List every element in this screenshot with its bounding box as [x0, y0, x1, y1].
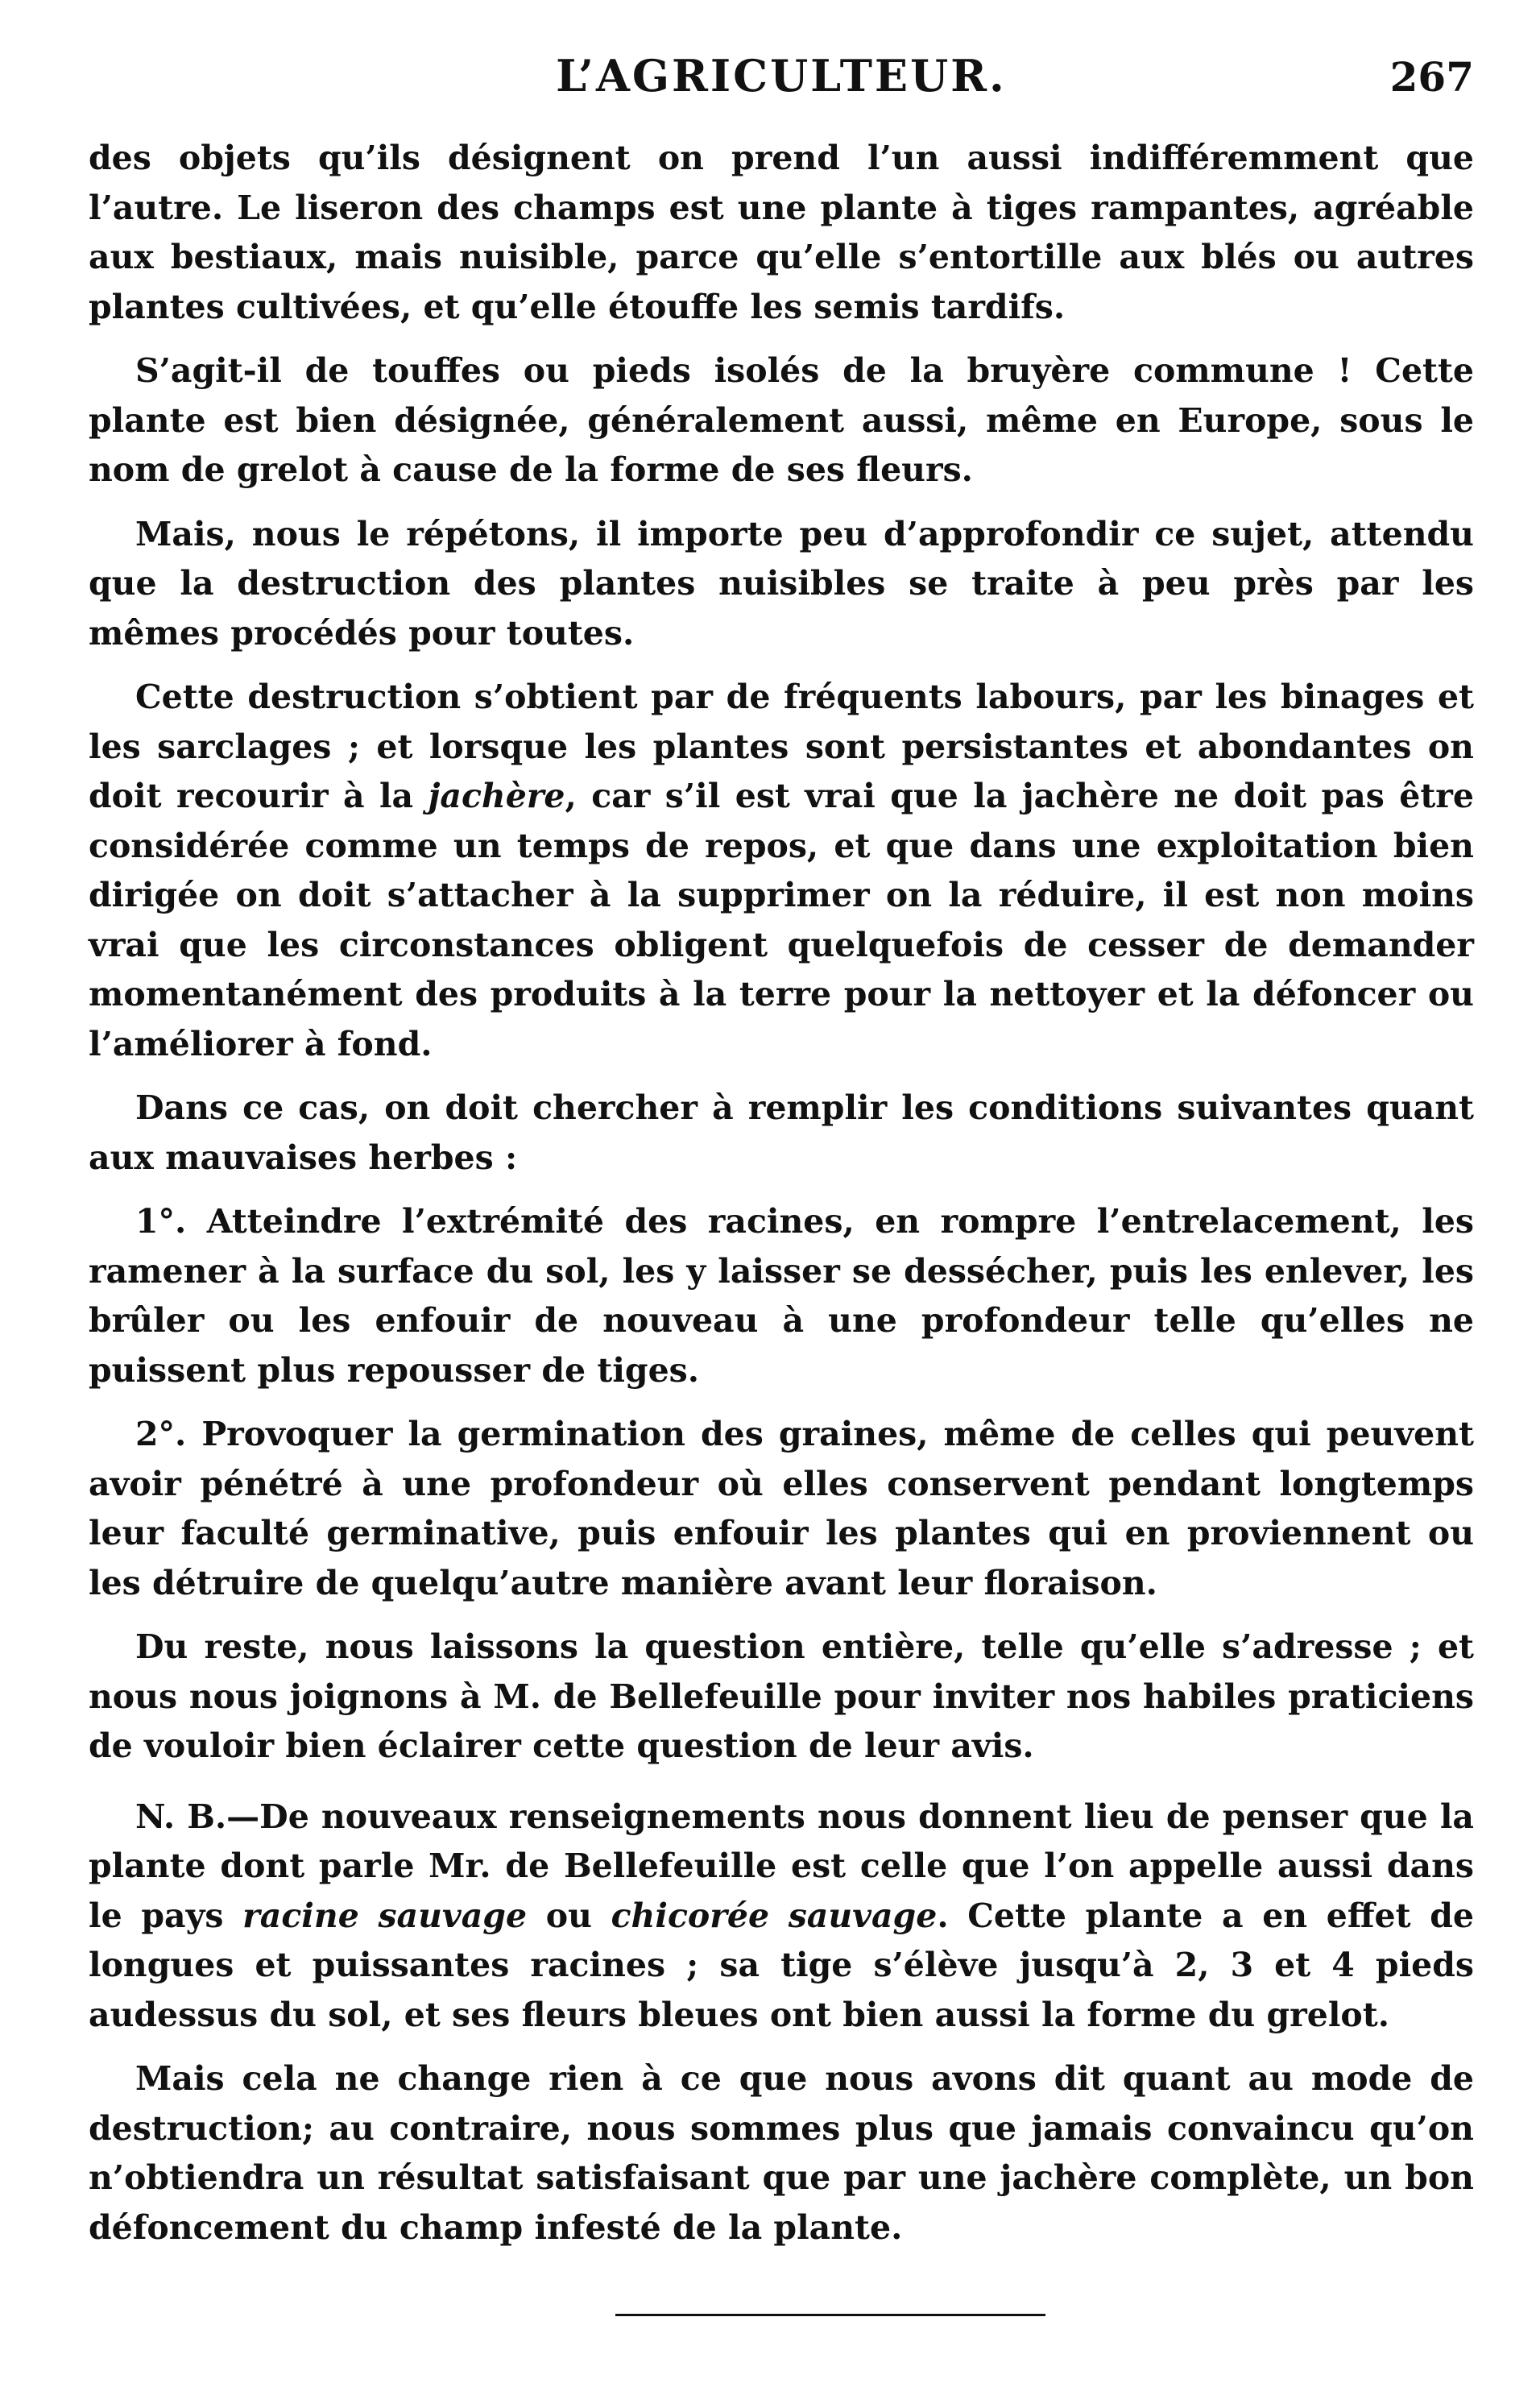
paragraph [89, 1197, 1474, 1395]
text-run: Dans ce cas, on doit chercher à remplir les conditions suivantes quant aux mauvaises herbes : [89, 1088, 1474, 1177]
running-title: L’AGRICULTEUR. [556, 50, 1007, 102]
paragraph [89, 1084, 1474, 1183]
paragraph [89, 510, 1474, 659]
text-run: des objets qu’ils désignent on prend l’un aussi indifféremment que l’autre. Le liseron des champs est une plante à tiges rampantes, agréable aux bestiaux, mais nuisible, parce qu’elle s’entortille aux blés ou autres plantes cultivées, et qu’elle étouffe les semis tardifs. [89, 139, 1474, 326]
text-run: ou [527, 1896, 611, 1935]
text-run: 2°. Provoquer la germination des graines, même de celles qui peuvent avoir pénétré à une profondeur où elles conservent pendant longtemps leur faculté germinative, puis enfouir les plantes qui en proviennent ou les détruire de quelqu’autre manière avant leur floraison. [89, 1415, 1474, 1602]
paragraph [89, 134, 1474, 332]
paragraph [89, 673, 1474, 1069]
text-run: 1°. Atteindre l’extrémité des racines, en rompre l’entrelacement, les ramener à la surface du sol, les y laisser se dessécher, puis les enlever, les brûler ou les enfouir de nouveau à une profondeur telle qu’elles ne puissent plus repousser de tiges. [89, 1202, 1474, 1390]
page-number: 267 [1389, 53, 1474, 101]
paragraph [89, 1410, 1474, 1608]
text-run: , car s’il est vrai que la jachère ne doit pas être considérée comme un temps de repos, et que dans une exploitation bien dirigée on doit s’attacher à la supprimer on la réduire, il est non moins vrai que les circonstances obligent quelquefois de cesser de demander momentanément des produits à la terre pour la nettoyer et la défoncer ou l’améliorer à fond. [89, 777, 1474, 1063]
text-run: N. B.—De nouveaux renseignements nous donnent lieu de penser que la plante dont parle Mr. de Bellefeuille est celle que l’on appelle aussi dans le pays [89, 1797, 1474, 1935]
paragraph [89, 2054, 1474, 2253]
text-run: Mais cela ne change rien à ce que nous avons dit quant au mode de destruction; au contraire, nous sommes plus que jamais convaincu qu’on n’obtiendra un résultat satisfaisant que par une jachère complète, un bon défoncement du champ infesté de la plante. [89, 2059, 1474, 2247]
page-header [89, 50, 1474, 114]
paragraph [89, 346, 1474, 495]
text-run: Cette destruction s’obtient par de fréquents labours, par les binages et les sarclages ; et lorsque les plantes sont persistantes et abondantes on doit recourir à la [89, 678, 1474, 815]
text-run: S’agit-il de touffes ou pieds isolés de la bruyère commune ! Cette plante est bien désignée, généralement aussi, même en Europe, sous le nom de grelot à cause de la forme de ses fleurs. [89, 351, 1474, 489]
text-run: Du reste, nous laissons la question entière, telle qu’elle s’adresse ; et nous nous joignons à M. de Bellefeuille pour inviter nos habiles praticiens de vouloir bien éclairer cette question de leur avis. [89, 1627, 1474, 1765]
italic-text: jachère [428, 777, 565, 815]
italic-text: chicorée sauvage [611, 1896, 938, 1935]
italic-text: racine sauvage [242, 1896, 528, 1935]
footer-rule [615, 2314, 1045, 2316]
paragraph [89, 1793, 1474, 2041]
paragraph [89, 1623, 1474, 1772]
text-run: Mais, nous le répétons, il importe peu d’approfondir ce sujet, attendu que la destruction des plantes nuisibles se traite à peu près par les mêmes procédés pour toutes. [89, 514, 1474, 653]
body-text [89, 134, 1474, 2253]
text-run: . Cette plante a en effet de longues et puissantes racines ; sa tige s’élève jusqu’à 2, 3 et 4 pieds audessus du sol, et ses fleurs bleues ont bien aussi la forme du grelot. [89, 1896, 1474, 2034]
